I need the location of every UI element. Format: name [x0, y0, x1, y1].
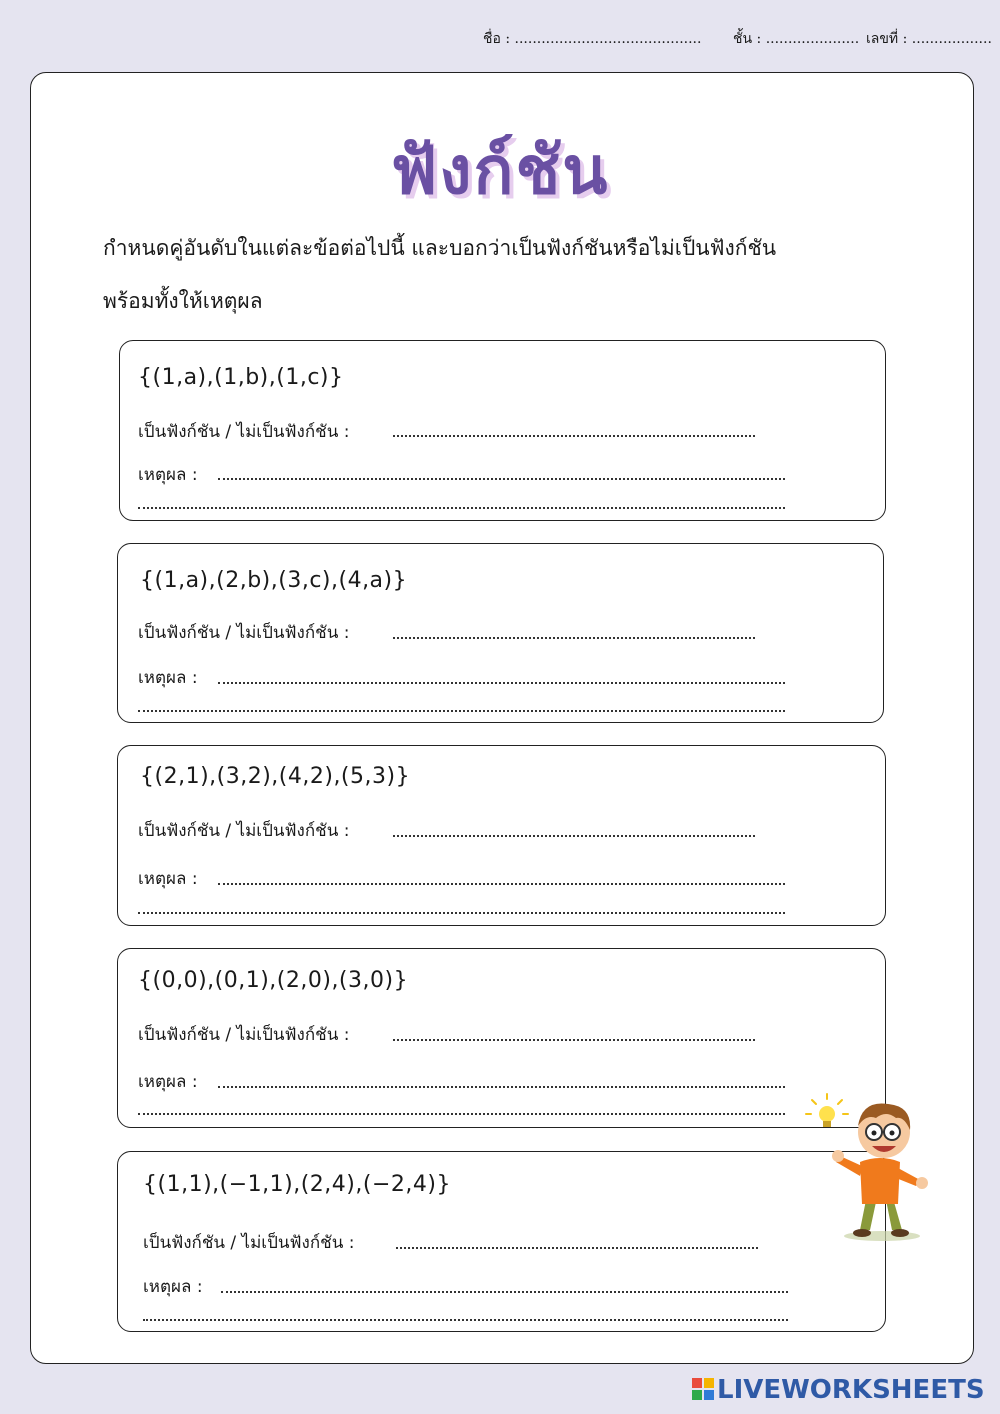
instruction-line-2: พร้อมทั้งให้เหตุผล: [103, 289, 263, 313]
reason-input-1b[interactable]: [138, 506, 785, 509]
question-set-3: {(2,1),(3,2),(4,2),(5,3)}: [140, 764, 411, 789]
reason-label-5: เหตุผล :: [143, 1277, 203, 1297]
question-set-4: {(0,0),(0,1),(2,0),(3,0)}: [138, 968, 409, 993]
reason-label-4: เหตุผล :: [138, 1072, 198, 1092]
number-dots: ..................: [911, 31, 992, 47]
instruction-line-1: กำหนดคู่อันดับในแต่ละข้อต่อไปนี้ และบอกว่าเป็นฟังก์ชันหรือไม่เป็นฟังก์ชัน: [103, 236, 777, 260]
answer-input-2[interactable]: [393, 636, 755, 639]
name-field[interactable]: [483, 28, 701, 50]
class-dots: .....................: [765, 31, 860, 47]
answer-row-1: [138, 418, 349, 445]
reason-input-5b[interactable]: [143, 1318, 788, 1321]
logo-text: LIVEWORKSHEETS: [717, 1375, 985, 1405]
name-label: ชื่อ :: [483, 31, 511, 47]
answer-label-5: เป็นฟังก์ชัน / ไม่เป็นฟังก์ชัน :: [143, 1233, 355, 1253]
page-title: ฟังก์ชัน: [390, 132, 610, 209]
reason-input-3[interactable]: [218, 882, 785, 885]
reason-input-3b[interactable]: [138, 911, 785, 914]
answer-row-4: [138, 1021, 349, 1048]
reason-input-4b[interactable]: [138, 1112, 785, 1115]
number-label: เลขที่ :: [866, 31, 908, 47]
answer-label-3: เป็นฟังก์ชัน / ไม่เป็นฟังก์ชัน :: [138, 821, 350, 841]
boy-with-lightbulb-icon: [800, 1090, 935, 1245]
answer-input-4[interactable]: [393, 1038, 755, 1041]
reason-input-4[interactable]: [218, 1085, 785, 1088]
student-info-header: [0, 28, 1000, 58]
answer-input-1[interactable]: [393, 434, 755, 437]
liveworksheets-mark-icon: [692, 1378, 714, 1400]
answer-input-3[interactable]: [393, 834, 755, 837]
reason-label-3: เหตุผล :: [138, 869, 198, 889]
answer-label-4: เป็นฟังก์ชัน / ไม่เป็นฟังก์ชัน :: [138, 1025, 350, 1045]
reason-label-2: เหตุผล :: [138, 668, 198, 688]
class-label: ชั้น :: [733, 31, 762, 47]
reason-input-1[interactable]: [218, 477, 785, 480]
class-field[interactable]: [733, 28, 859, 50]
reason-input-2[interactable]: [218, 681, 785, 684]
answer-label-1: เป็นฟังก์ชัน / ไม่เป็นฟังก์ชัน :: [138, 422, 350, 442]
question-set-1: {(1,a),(1,b),(1,c)}: [138, 365, 344, 390]
number-field[interactable]: [866, 28, 992, 50]
reason-input-2b[interactable]: [138, 709, 785, 712]
reason-input-5[interactable]: [221, 1290, 788, 1293]
answer-row-5: [143, 1229, 354, 1256]
question-set-5: {(1,1),(−1,1),(2,4),(−2,4)}: [143, 1172, 451, 1197]
question-set-2: {(1,a),(2,b),(3,c),(4,a)}: [140, 568, 408, 593]
answer-label-2: เป็นฟังก์ชัน / ไม่เป็นฟังก์ชัน :: [138, 623, 350, 643]
reason-label-1: เหตุผล :: [138, 465, 198, 485]
name-dots: ..........................................: [514, 31, 702, 47]
answer-row-3: [138, 817, 349, 844]
answer-input-5[interactable]: [396, 1246, 758, 1249]
answer-row-2: [138, 619, 349, 646]
liveworksheets-logo: [692, 1375, 985, 1405]
